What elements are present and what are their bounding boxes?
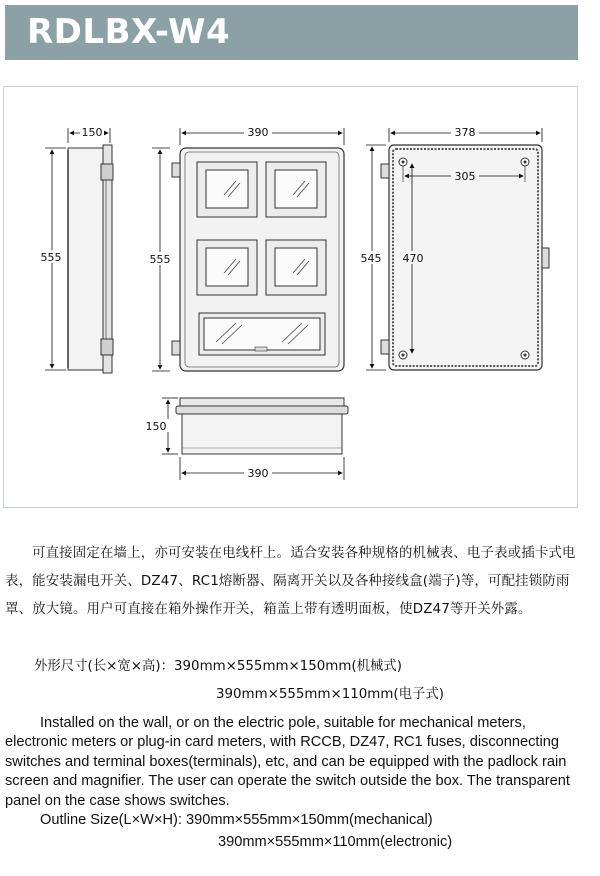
switch-window (199, 313, 325, 355)
mounting-hole (399, 158, 407, 166)
front-height-label: 555 (149, 253, 171, 266)
size-line-cn-2: 390mm×555mm×110mm(电子式) (216, 687, 445, 702)
meter-window (266, 162, 326, 217)
meter-window (197, 162, 257, 217)
back-width-label: 378 (454, 126, 476, 139)
back-view (357, 125, 549, 370)
description-en: Installed on the wall, or on the electric pole, suitable for mechanical meters, electronic meters or plug-in card meters, with RCCB, DZ47, RC1 fuses, disconnecting switches and terminal boxes(terminals), etc, and can be equipped with the padlock rain screen and magnifier. The user can operate the switch outside the box. The transparent panel on the case shows switches. (5, 715, 570, 809)
size-line-en-1: Outline Size(L×W×H): 390mm×555mm×150mm(mechanical) (40, 812, 433, 828)
hole-spacing-width-label: 305 (454, 170, 476, 183)
bottom-width-label: 390 (247, 467, 269, 480)
back-height-label: 545 (360, 252, 382, 265)
product-model-title: RDLBX-W4 (27, 12, 231, 52)
mounting-hole (521, 351, 529, 359)
bottom-depth-label: 150 (145, 420, 167, 433)
bottom-view (142, 398, 348, 480)
mounting-hole (399, 351, 407, 359)
size-line-cn-1: 外形尺寸(长×宽×高)：390mm×555mm×150mm(机械式) (34, 659, 403, 674)
meter-window (197, 240, 257, 295)
side-width-label: 150 (81, 126, 103, 139)
hole-spacing-height-label: 470 (402, 252, 424, 265)
front-view (146, 125, 344, 371)
size-line-en-2: 390mm×555mm×110mm(electronic) (218, 834, 453, 850)
side-height-label: 555 (40, 251, 62, 264)
mounting-hole (521, 158, 529, 166)
side-view (38, 125, 113, 373)
description-cn: 可直接固定在墙上，亦可安装在电线杆上。适合安装各种规格的机械表、电子表或插卡式电表，能安装漏电开关、DZ47、RC1熔断器、隔离开关以及各种接线盒(端子)等，可配挂锁防雨罩、放大镜。用户可直接在箱外操作开关，箱盖上带有透明面板，使DZ47等开关外露。 (5, 546, 576, 617)
meter-window (266, 240, 326, 295)
front-width-label: 390 (247, 126, 269, 139)
